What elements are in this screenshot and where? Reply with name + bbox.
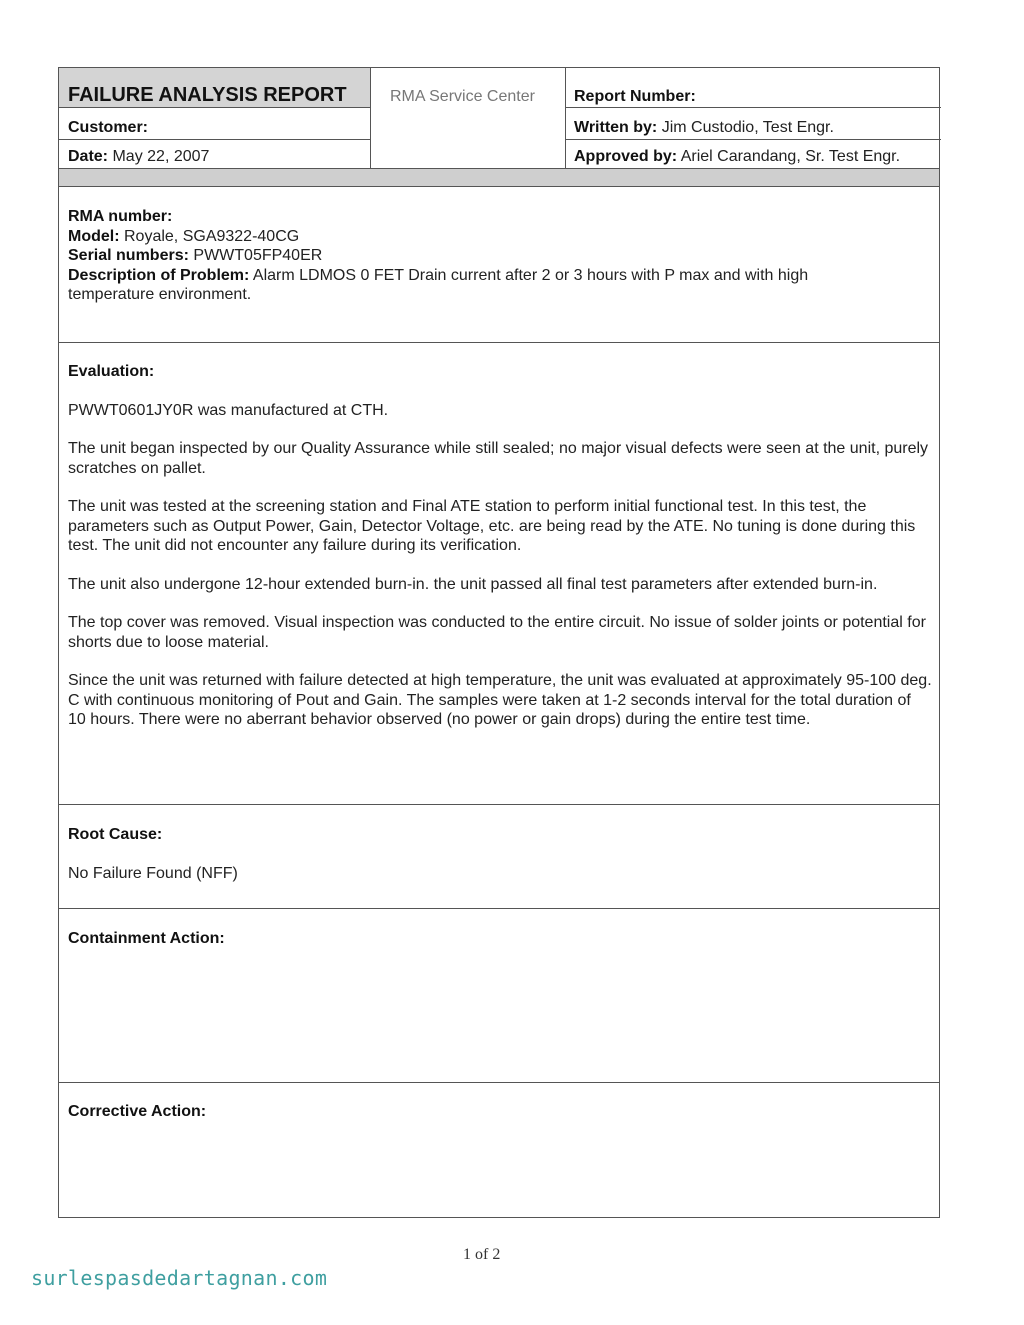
evaluation-paragraph: The unit was tested at the screening station and Final ATE station to perform initial functional test. In this test, the parameters such as Output Power, Gain, Detector Voltage, etc. are being read by the ATE. No tuning is done during this test. The unit did not encounter any failure during its verification. xyxy=(68,498,916,554)
model-value: Royale, SGA9322-40CG xyxy=(124,227,300,245)
approved-by xyxy=(574,148,900,166)
page-number: 1 of 2 xyxy=(463,1246,501,1263)
written-by xyxy=(574,119,834,137)
root-cause-heading: Root Cause: xyxy=(68,826,163,843)
evaluation-paragraph: The unit began inspected by our Quality Assurance while still sealed; no major visual defects were seen at the unit, purely scratches on pallet. xyxy=(68,440,929,477)
written-by-value: Jim Custodio, Test Engr. xyxy=(661,119,834,136)
evaluation-paragraph: PWWT0601JY0R was manufactured at CTH. xyxy=(68,401,389,419)
report-number-label: Report Number: xyxy=(574,88,696,105)
watermark: surlespasdedartagnan.com xyxy=(31,1266,328,1290)
header-divider-bar xyxy=(59,168,939,187)
rma-number-label: RMA number: xyxy=(68,208,173,225)
date-label: Date: xyxy=(68,148,109,165)
unit-info-section xyxy=(68,207,868,305)
containment-action-section xyxy=(68,929,934,968)
corrective-action-heading: Corrective Action: xyxy=(68,1103,207,1120)
corrective-action-section xyxy=(68,1102,934,1141)
serial-numbers-value: PWWT05FP40ER xyxy=(193,247,323,264)
serial-numbers-label: Serial numbers: xyxy=(68,247,189,264)
model-label: Model: xyxy=(68,227,120,245)
evaluation-paragraph: Since the unit was returned with failure detected at high temperature, the unit was evaluated at approximately 95-100 deg. C with continuous monitoring of Pout and Gain. The samples were taken at 1-2 seconds interval for the total duration of 10 hours. There were no aberrant behavior observed (no power or gain drops) during the entire test time. xyxy=(68,672,932,728)
date-value: May 22, 2007 xyxy=(112,148,210,165)
report-date xyxy=(68,148,209,166)
approved-by-value: Ariel Carandang, Sr. Test Engr. xyxy=(680,148,901,165)
evaluation-paragraph: The unit also undergone 12-hour extended burn-in. the unit passed all final test parameters after extended burn-in. xyxy=(68,575,878,593)
root-cause-section xyxy=(68,825,934,902)
rma-service-center: RMA Service Center xyxy=(390,88,535,105)
problem-description-value: Alarm LDMOS 0 FET Drain current after 2 or 3 hours with P max and with high temperature environment. xyxy=(68,266,809,303)
evaluation-section xyxy=(68,362,932,749)
problem-description-label: Description of Problem: xyxy=(68,266,250,284)
report-title: FAILURE ANALYSIS REPORT xyxy=(68,84,347,106)
evaluation-heading: Evaluation: xyxy=(68,363,155,380)
containment-action-heading: Containment Action: xyxy=(68,930,225,947)
written-by-label: Written by: xyxy=(574,119,658,136)
evaluation-paragraph: The top cover was removed. Visual inspection was conducted to the entire circuit. No issue of solder joints or potential for shorts due to loose material. xyxy=(68,614,926,651)
customer-label: Customer: xyxy=(68,119,149,136)
approved-by-label: Approved by: xyxy=(574,148,678,165)
root-cause-value: No Failure Found (NFF) xyxy=(68,864,238,882)
